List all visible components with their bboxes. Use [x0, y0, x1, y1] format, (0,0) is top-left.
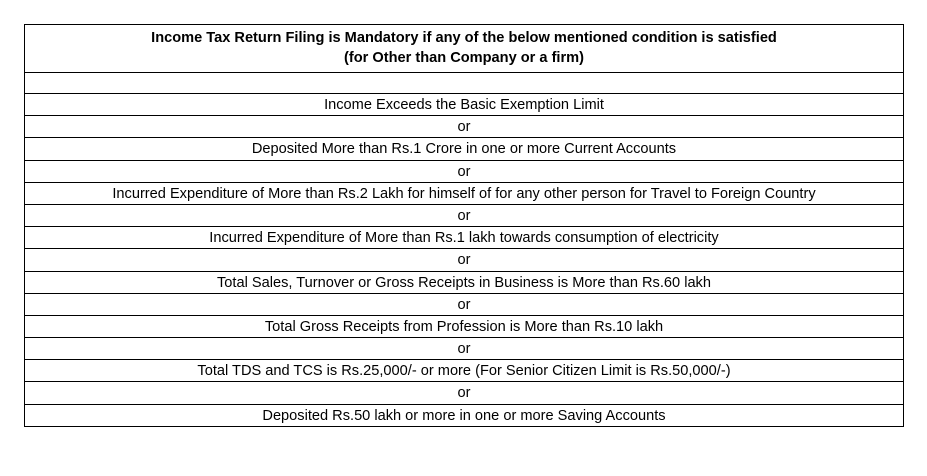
condition-row: Deposited More than Rs.1 Crore in one or more Current Accounts	[25, 138, 903, 160]
condition-row: Incurred Expenditure of More than Rs.2 Lakh for himself of for any other person for Travel to Foreign Country	[25, 183, 903, 205]
or-separator-row: or	[25, 116, 903, 138]
condition-row: Total Gross Receipts from Profession is More than Rs.10 lakh	[25, 316, 903, 338]
condition-row: Deposited Rs.50 lakh or more in one or more Saving Accounts	[25, 405, 903, 427]
or-separator-row: or	[25, 294, 903, 316]
table-header	[25, 25, 903, 73]
title-line-2: (for Other than Company or a firm)	[344, 50, 584, 66]
blank-row	[25, 73, 903, 94]
condition-row: Income Exceeds the Basic Exemption Limit	[25, 94, 903, 116]
or-separator-row: or	[25, 338, 903, 360]
itr-conditions-table	[24, 24, 904, 427]
or-separator-row: or	[25, 161, 903, 183]
or-separator-row: or	[25, 249, 903, 271]
condition-row: Total Sales, Turnover or Gross Receipts in Business is More than Rs.60 lakh	[25, 272, 903, 294]
condition-row: Total TDS and TCS is Rs.25,000/- or more (For Senior Citizen Limit is Rs.50,000/-)	[25, 360, 903, 382]
or-separator-row: or	[25, 382, 903, 404]
title-line-1: Income Tax Return Filing is Mandatory if any of the below mentioned condition is satisfied	[151, 30, 777, 46]
or-separator-row: or	[25, 205, 903, 227]
condition-row: Incurred Expenditure of More than Rs.1 lakh towards consumption of electricity	[25, 227, 903, 249]
